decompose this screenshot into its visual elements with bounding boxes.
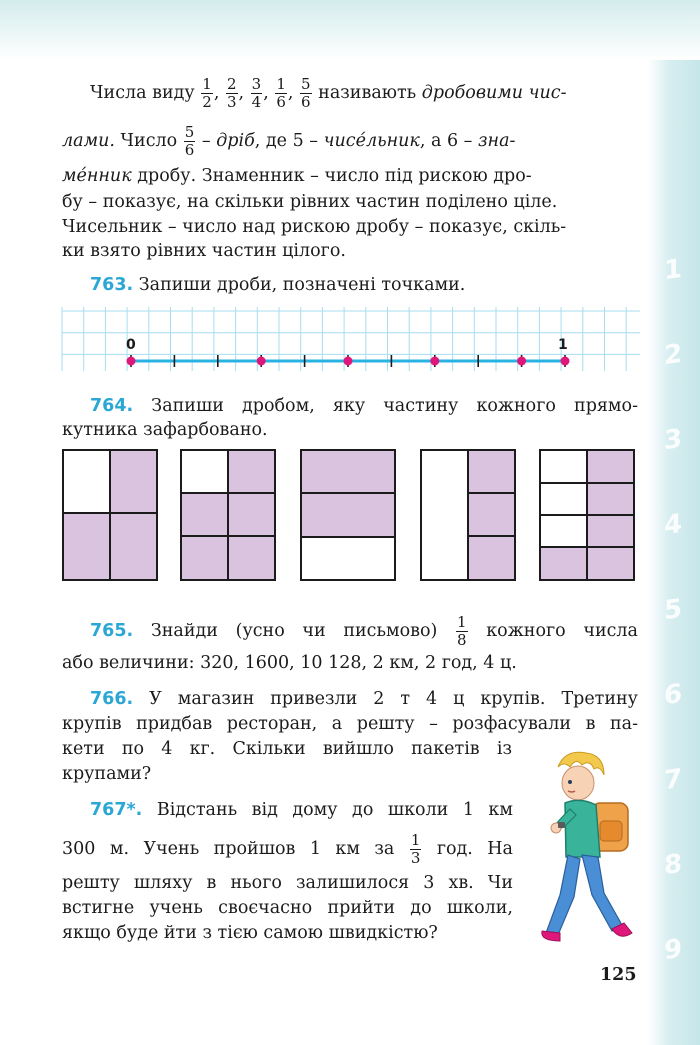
rectangles-figure — [55, 447, 655, 587]
intro-line-1: Числа виду $\frac{1}{2}$ , $\frac{2}{3}$ , $\frac{3}{4}$ , $\frac{1}{6}$ , $\frac{5}{6}$ називають дробовими чис- — [90, 75, 567, 111]
exercise-767-line-3: решту шляху в нього залишилося 3 хв. Чи — [62, 873, 513, 893]
side-tab-1: 1 — [664, 253, 683, 287]
header-band — [0, 0, 700, 60]
fraction: $\frac{5}{6}$ — [301, 75, 311, 111]
rectangle-3 — [301, 450, 395, 580]
intro-line-6: ки взято рівних частин цілого. — [62, 241, 346, 261]
point-marker — [127, 357, 136, 366]
side-tab-3: 3 — [664, 423, 683, 457]
walking-boy-illustration — [520, 745, 645, 955]
point-marker — [561, 357, 570, 366]
label-one: 1 — [558, 337, 568, 353]
intro-line-5: Чисельник – число над рискою дробу – показує, скіль- — [62, 217, 567, 237]
exercise-763-heading: 763. Запиши дроби, позначені точками. — [90, 275, 466, 295]
exercise-number: 766. — [90, 689, 134, 709]
fraction: $\frac{1}{3}$ — [410, 831, 421, 867]
label-zero: 0 — [126, 337, 136, 353]
point-marker — [257, 357, 266, 366]
point-marker — [517, 357, 526, 366]
intro-line-3: ме́нник дробу. Знаменник – число під рискою дро- — [62, 166, 532, 186]
rectangle-4 — [421, 450, 515, 580]
side-tab-7: 7 — [664, 763, 683, 797]
side-tab-8: 8 — [664, 848, 683, 882]
fraction: $\frac{2}{3}$ — [226, 75, 237, 111]
side-tab-6: 6 — [664, 678, 683, 712]
exercise-765-line-2: або величини: 320, 1600, 10 128, 2 км, 2 год, 4 ц. — [62, 653, 517, 673]
fraction: $\frac{1}{8}$ — [457, 613, 467, 649]
exercise-767-line-5: якщо буде йти з тією самою швидкістю? — [62, 923, 438, 943]
number-line-figure — [40, 305, 640, 375]
page-number: 125 — [600, 965, 637, 985]
exercise-765-line-1: 765. Знайди (усно чи письмово) $\frac{1}{8}$ кожного числа — [90, 613, 638, 649]
rectangle-5 — [540, 450, 634, 580]
exercise-767-line-2: 300 м. Учень пройшов 1 км за $\frac{1}{3}$ год. На — [62, 831, 513, 867]
fraction: $\frac{1}{2}$ — [202, 75, 212, 111]
exercise-766-line-3: кети по 4 кг. Скільки вийшло пакетів із — [62, 739, 512, 759]
exercise-number: 767*. — [90, 800, 143, 820]
exercise-number: 765. — [90, 621, 134, 641]
fraction: $\frac{1}{6}$ — [276, 75, 286, 111]
exercise-number: 763. — [90, 275, 134, 295]
exercise-767-line-4: встигне учень своєчасно прийти до школи, — [62, 898, 513, 918]
fraction: $\frac{5}{6}$ — [184, 123, 195, 159]
exercise-766-line-4: крупами? — [62, 764, 152, 784]
rectangle-1 — [63, 450, 157, 580]
chapter-side-band — [648, 60, 700, 1045]
point-marker — [344, 357, 353, 366]
exercise-764-line-2: кутника зафарбовано. — [62, 420, 268, 440]
intro-line-2: лами. Число $\frac{5}{6}$ – дріб, де 5 – чисе́льник, а 6 – зна- — [62, 123, 516, 159]
exercise-764-line-1: 764. Запиши дробом, яку частину кожного прямо- — [90, 396, 638, 416]
exercise-767-line-1: 767*. Відстань від дому до школи 1 км — [90, 800, 513, 820]
point-marker — [430, 357, 439, 366]
fraction: $\frac{3}{4}$ — [251, 75, 262, 111]
side-tab-5: 5 — [664, 593, 683, 627]
exercise-766-line-1: 766. У магазин привезли 2 т 4 ц крупів. Третину — [90, 689, 638, 709]
intro-line-4: бу – показує, на скільки рівних частин поділено ціле. — [62, 192, 558, 212]
rectangle-2 — [181, 450, 275, 580]
side-tab-4: 4 — [664, 508, 683, 542]
side-tab-2: 2 — [664, 338, 683, 372]
exercise-number: 764. — [90, 396, 134, 416]
exercise-766-line-2: крупів придбав ресторан, а решту – розфасували в па- — [62, 714, 638, 734]
side-tab-9: 9 — [664, 933, 683, 967]
